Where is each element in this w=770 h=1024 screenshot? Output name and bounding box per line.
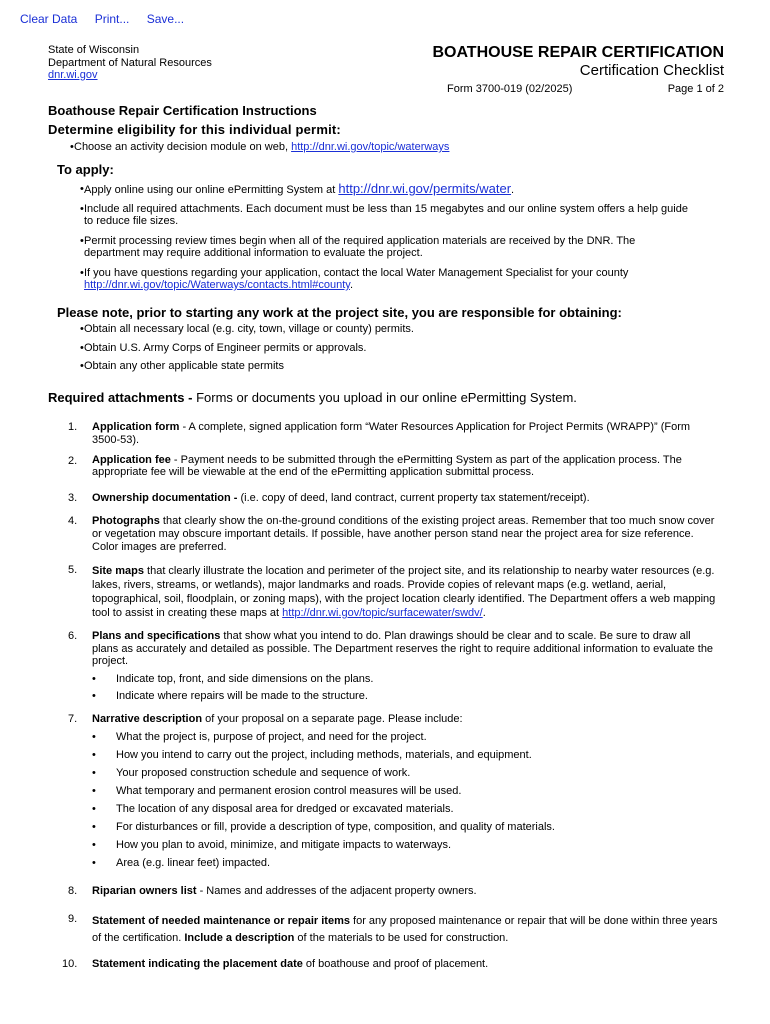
list-item: • For disturbances or fill, provide a description of type, composition, and quality of materials. [92,821,718,834]
note-heading: Please note, prior to starting any work at the project site, you are responsible for obtaining: [57,305,622,320]
list-item: • Indicate top, front, and side dimensions on the plans. [92,673,718,686]
list-item: • Permit processing review times begin when all of the required application materials are received by the DNR. The department may require additional information to evaluate the project. [58,235,688,260]
note-list [58,323,738,373]
form-toolbar [20,12,198,26]
list-item: • How you intend to carry out the project, including methods, materials, and equipment. [92,749,718,762]
attachment-item-1: 1. Application form - A complete, signed application form “Water Resources Application for Project Permits (WRAPP)” (Form 3500-53). [68,421,691,446]
form-title: BOATHOUSE REPAIR CERTIFICATION [432,44,724,61]
agency-block [48,44,212,82]
list-item: • Area (e.g. linear feet) impacted. [92,857,718,870]
attachments-heading: Required attachments - Forms or documents you upload in our online ePermitting System. [48,390,577,405]
eligibility-heading: Determine eligibility for this individual permit: [48,122,341,137]
attachment-item-3: 3. Ownership documentation - (i.e. copy of deed, land contract, current property tax statement/receipt). [68,492,590,504]
surfacewater-link[interactable]: http://dnr.wi.gov/topic/surfacewater/swdv/ [282,607,483,619]
form-title-block [432,44,724,80]
attachment-item-7: 7. Narrative description of your proposal on a separate page. Please include: • What the project is, purpose of project, and need for the project. • How you intend to carry out the project, including methods, materials, and equipment. • Your proposed construction schedule and sequence of work. • What temporary and permanent erosion control measures will be used. • The location of any disposal area for dredged or excavated materials. • For disturbances or fill, provide a description of type, composition, and quality of materials. • How you plan to avoid, minimize, and mitigate impacts to waterways. • Area (e.g. linear feet) impacted. [48,713,718,870]
list-item: • The location of any disposal area for dredged or excavated materials. [92,803,718,816]
waterways-link[interactable]: http://dnr.wi.gov/topic/waterways [291,141,450,153]
apply-heading: To apply: [57,162,114,177]
attachment-item-4: 4. Photographs that clearly show the on-the-ground conditions of the existing project areas. Remember that too much snow cover or vegetation may obscure important details. If possible, have another person stand near the project area for size reference. Color images are preferred. [68,515,715,553]
attachment-item-10: 10. Statement indicating the placement date of boathouse and proof of placement. [62,958,489,970]
form-number: Form 3700-019 (02/2025) [447,83,573,95]
print-button[interactable]: Print... [94,12,130,26]
instructions-heading: Boathouse Repair Certification Instructions [48,103,317,118]
list-item: • Your proposed construction schedule and sequence of work. [92,767,718,780]
permits-link[interactable]: http://dnr.wi.gov/permits/water [338,181,512,196]
attachment-item-5: 5. Site maps that clearly illustrate the location and perimeter of the project site, and its relationship to nearby water resources (e.g. lakes, rivers, streams, or wetlands), major landmarks and roads. Provide copies of relevant maps (e.g. wetland, aerial, topographical, soil, floodplain, or zoning maps), with the project location clearly identified. The Department offers a web mapping tool to assist in creating these maps at http://dnr.wi.gov/topic/surfacewater/swdv/. [68,564,716,619]
agency-dept: Department of Natural Resources [48,56,212,69]
apply-list [58,183,688,292]
list-item: • Obtain U.S. Army Corps of Engineer permits or approvals. [58,342,738,355]
attachment-item-9: 9. Statement of needed maintenance or repair items for any proposed maintenance or repair that will be done within three years of the certification. Include a description of the materials to be used for construction. [68,913,718,944]
page-number: Page 1 of 2 [667,83,724,95]
list-item: • How you plan to avoid, minimize, and mitigate impacts to waterways. [92,839,718,852]
form-subtitle: Certification Checklist [579,62,724,79]
agency-link[interactable]: dnr.wi.gov [48,69,98,81]
attachment-item-8: 8. Riparian owners list - Names and addresses of the adjacent property owners. [68,885,477,897]
list-item: • Indicate where repairs will be made to the structure. [92,690,718,703]
eligibility-list [48,141,728,154]
save-button[interactable]: Save... [146,12,185,26]
list-item: • Apply online using our online ePermitting System at http://dnr.wi.gov/permits/water. [58,183,688,197]
agency-state: State of Wisconsin [48,44,140,56]
list-item: • Choose an activity decision module on web, http://dnr.wi.gov/topic/waterways [48,141,728,154]
list-item: • Obtain any other applicable state permits [58,360,738,373]
attachment-item-6: 6. Plans and specifications that show what you intend to do. Plan drawings should be clear and to scale. Be sure to draw all plans as accurately and detailed as possible. The Department reserves the right to require additional information to evaluate the project. • Indicate top, front, and side dimensions on the plans. • Indicate where repairs will be made to the structure. [48,630,718,703]
list-item: • If you have questions regarding your application, contact the local Water Management Specialist for your county http://dnr.wi.gov/topic/Waterways/contacts.html#county. [58,267,688,292]
clear-data-button[interactable]: Clear Data [20,12,78,26]
list-item: • Include all required attachments. Each document must be less than 15 megabytes and our online system offers a help guide to reduce file sizes. [58,203,688,228]
list-item: • What temporary and permanent erosion control measures will be used. [92,785,718,798]
list-item: • Obtain all necessary local (e.g. city, town, village or county) permits. [58,323,738,336]
attachment-item-2: 2. Application fee - Payment needs to be submitted through the ePermitting System as part of the application process. The appropriate fee will be viewable at the end of the ePermitting application submittal process. [68,454,682,478]
list-item: • What the project is, purpose of project, and need for the project. [92,731,718,744]
contacts-link[interactable]: http://dnr.wi.gov/topic/Waterways/contacts.html#county [84,279,350,291]
